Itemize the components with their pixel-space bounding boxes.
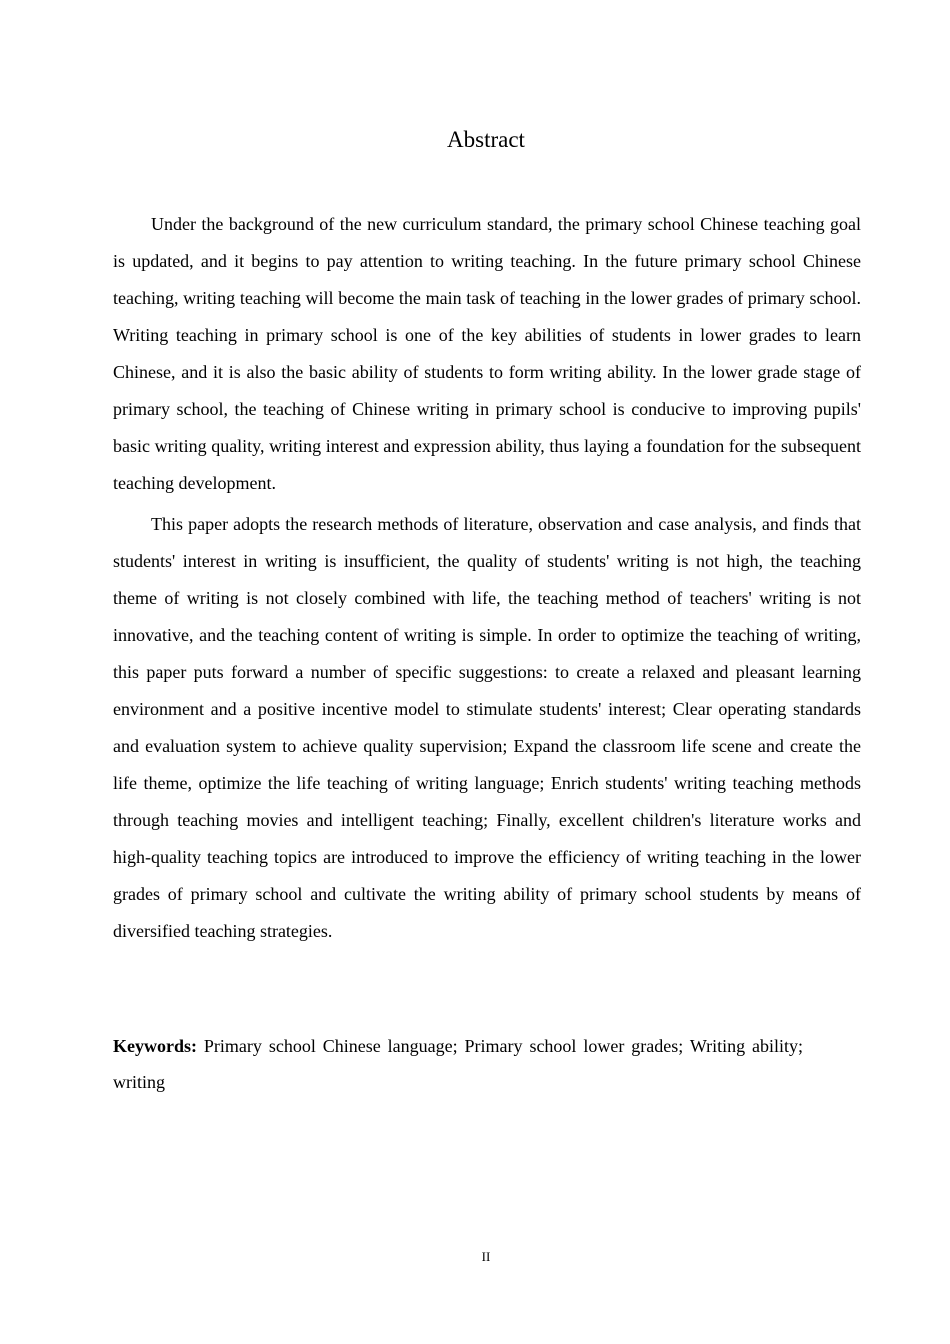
abstract-title: Abstract (447, 127, 525, 152)
page-number: II (481, 1249, 491, 1264)
keywords-text: Primary school Chinese language; Primary school lower grades; Writing ability; writing (113, 1036, 804, 1092)
abstract-body (113, 206, 861, 954)
keywords-label: Keywords: (113, 1036, 197, 1056)
abstract-paragraph-2: This paper adopts the research methods of literature, observation and case analysis, and finds that students' interest in writing is insufficient, the quality of students' writing is not high, the teaching theme of writing is not closely combined with life, the teaching method of teachers' writing is not innovative, and the teaching content of writing is simple. In order to optimize the teaching of writing, this paper puts forward a number of specific suggestions: to create a relaxed and pleasant learning environment and a positive incentive model to stimulate students' interest; Clear operating standards and evaluation system to achieve quality supervision; Expand the classroom life scene and create the life theme, optimize the life teaching of writing language; Enrich students' writing teaching methods through teaching movies and intelligent teaching; Finally, excellent children's literature works and high-quality teaching topics are introduced to improve the efficiency of writing teaching in the lower grades of primary school and cultivate the writing ability of primary school students by means of diversified teaching strategies. (113, 514, 861, 941)
keywords-line (113, 1028, 803, 1100)
abstract-paragraph-1: Under the background of the new curriculum standard, the primary school Chinese teaching goal is updated, and it begins to pay attention to writing teaching. In the future primary school Chinese teaching, writing teaching will become the main task of teaching in the lower grades of primary school. Writing teaching in primary school is one of the key abilities of students in lower grades to learn Chinese, and it is also the basic ability of students to form writing ability. In the lower grade stage of primary school, the teaching of Chinese writing in primary school is conducive to improving pupils' basic writing quality, writing interest and expression ability, thus laying a foundation for the subsequent teaching development. (113, 214, 861, 493)
